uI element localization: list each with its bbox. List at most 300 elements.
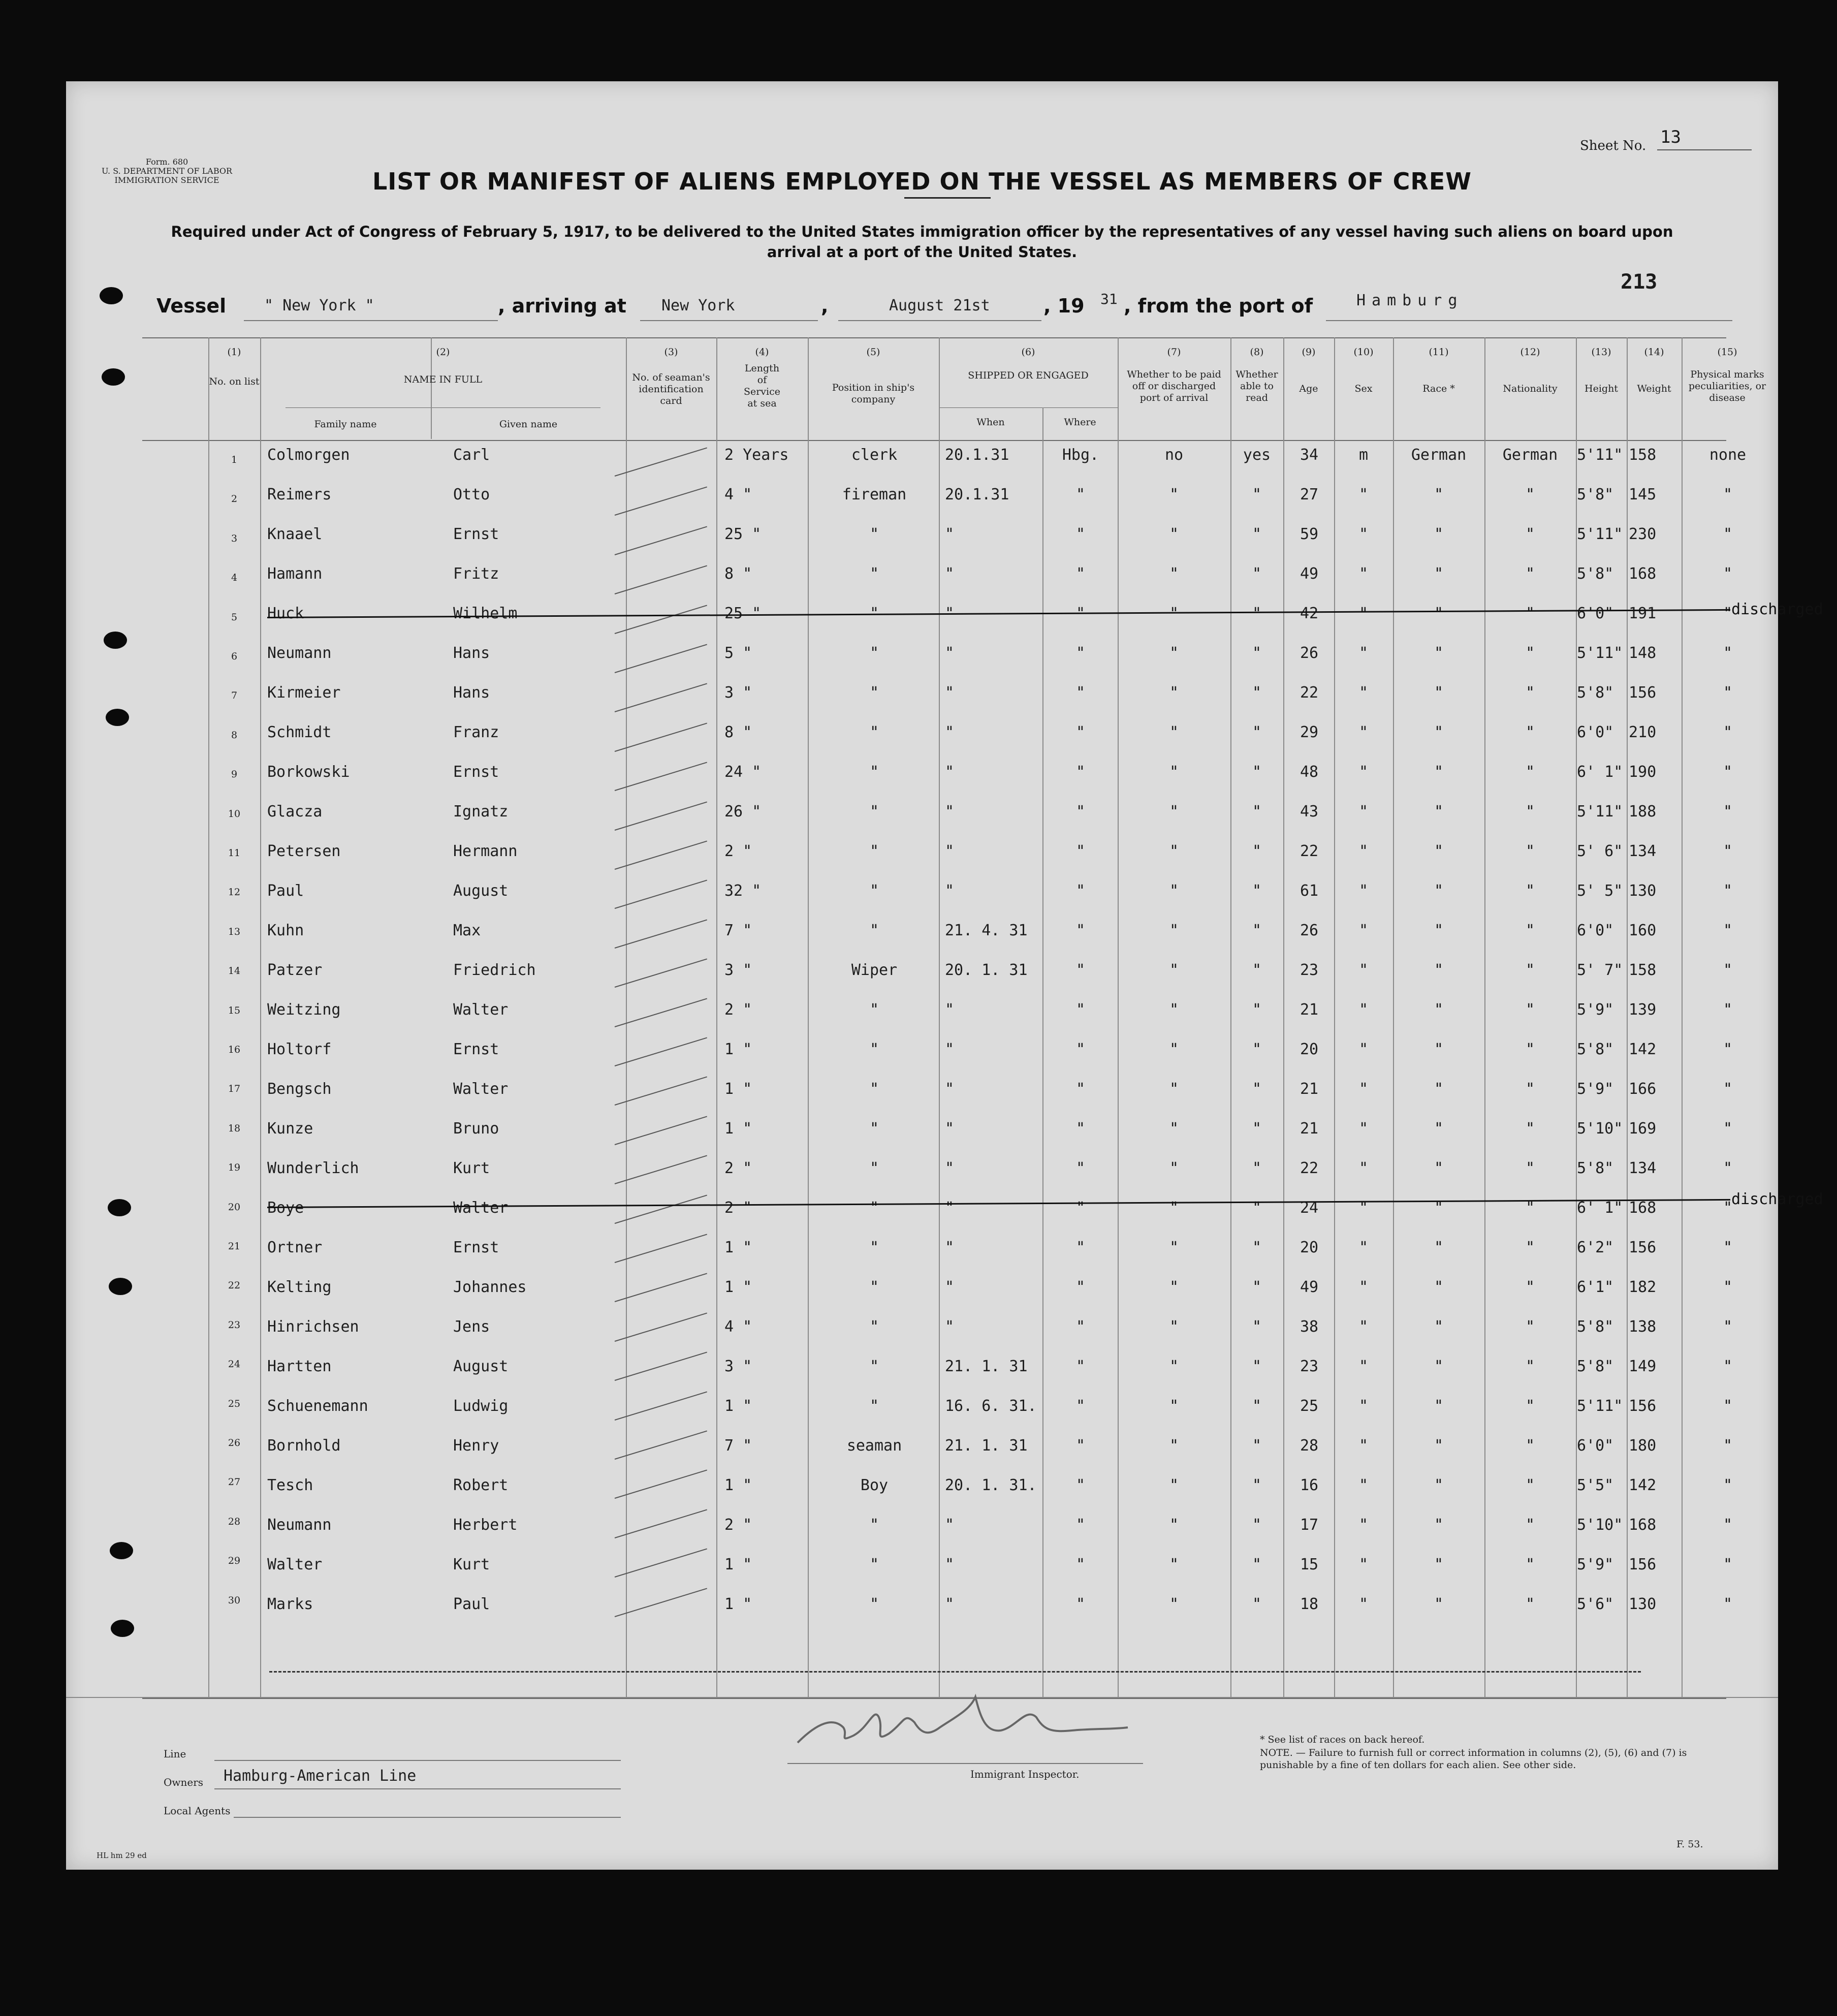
row-21-nat: " [1525, 1239, 1535, 1256]
col-rule [939, 337, 940, 1698]
row-21-card-check [615, 1234, 707, 1263]
row-20-paid: " [1169, 1199, 1179, 1217]
row-19-sex: " [1358, 1159, 1369, 1178]
sheet-label: Sheet No. [1580, 138, 1646, 153]
row-22-race: " [1434, 1278, 1444, 1297]
row-25-position: " [869, 1397, 879, 1415]
punch-hole [106, 709, 129, 726]
row-25-sex: " [1358, 1397, 1369, 1415]
row-29-read: " [1252, 1556, 1262, 1574]
row-24-nat: " [1525, 1358, 1535, 1376]
row-6-service: 5 " [724, 644, 752, 662]
row-8-service: 8 " [724, 723, 752, 741]
row-19-weight: 134 [1629, 1159, 1657, 1178]
row-7-card-check [615, 683, 707, 712]
row-7-family: Kirmeier [267, 684, 341, 702]
row-24-no: 24 [228, 1359, 241, 1370]
row-23-height: 5'8" [1577, 1317, 1614, 1336]
vessel-name-line [244, 320, 498, 321]
row-30-age: 18 [1300, 1595, 1319, 1613]
departure-port: Hamburg [1356, 292, 1464, 309]
row-10-sex: " [1358, 802, 1369, 821]
row-5-card-check [615, 605, 707, 634]
row-1-race: German [1411, 446, 1467, 464]
arrival-port: New York [661, 297, 735, 314]
row-21-race: " [1434, 1239, 1444, 1256]
row-2-paid: " [1169, 486, 1179, 504]
row-1-weight: 158 [1629, 446, 1657, 464]
col-rule [1230, 337, 1231, 1698]
row-7-paid: " [1169, 684, 1179, 702]
row-16-marks: " [1723, 1041, 1733, 1058]
form-code: F. 53. [1676, 1839, 1703, 1850]
row-14-read: " [1252, 961, 1262, 980]
row-21-paid: " [1169, 1239, 1179, 1256]
row-1-read: yes [1243, 446, 1271, 464]
row-21-marks: " [1723, 1239, 1733, 1256]
row-6-paid: " [1169, 644, 1179, 662]
row-9-card-check [615, 762, 707, 791]
row-25-card-check [615, 1391, 707, 1420]
row-10-nat: " [1525, 802, 1535, 821]
row-15-race: " [1434, 1000, 1444, 1019]
col-rule [1334, 337, 1335, 1698]
departure-port-line [1326, 320, 1732, 321]
row-30-race: " [1434, 1595, 1444, 1613]
row-7-race: " [1434, 684, 1444, 702]
row-2-no: 2 [231, 493, 238, 505]
row-4-read: " [1252, 565, 1262, 583]
row-14-weight: 158 [1629, 961, 1657, 980]
inspector-label: Immigrant Inspector. [970, 1768, 1080, 1780]
col5-number: (5) [866, 346, 880, 358]
row-2-family: Reimers [267, 486, 332, 504]
row-2-weight: 145 [1629, 486, 1657, 504]
row-2-age: 27 [1300, 486, 1319, 504]
row-16-read: " [1252, 1041, 1262, 1058]
row-18-race: " [1434, 1119, 1444, 1138]
owners-field-line [214, 1788, 621, 1789]
row-5-age: 42 [1300, 604, 1319, 622]
row-10-given: Ignatz [453, 802, 509, 821]
col3-number: (3) [664, 346, 678, 358]
row-11-height: 5' 6" [1577, 842, 1623, 860]
row-25-read: " [1252, 1397, 1262, 1415]
vessel-name: " New York " [264, 297, 374, 314]
row-24-paid: " [1169, 1358, 1179, 1376]
row-28-no: 28 [228, 1516, 241, 1527]
row-29-service: 1 " [724, 1556, 752, 1574]
table-top-rule [142, 337, 1726, 338]
col10-number: (10) [1353, 346, 1374, 358]
row-18-sex: " [1358, 1119, 1369, 1138]
row-3-card-check [615, 526, 707, 555]
row-8-height: 6'0" [1577, 723, 1614, 741]
row-12-card-check [615, 880, 707, 909]
row-13-nat: " [1525, 921, 1535, 939]
row-1-card-check [615, 447, 707, 476]
row-18-family: Kunze [267, 1119, 313, 1138]
row-1-marks: none [1709, 446, 1747, 464]
row-25-no: 25 [228, 1398, 241, 1409]
department-name: U. S. DEPARTMENT OF LABOR [102, 166, 233, 176]
crew-table [142, 337, 1823, 1698]
row-26-weight: 180 [1629, 1437, 1657, 1455]
race-footnote: * See list of races on back hereof. [1260, 1734, 1425, 1745]
row-25-service: 1 " [724, 1397, 752, 1415]
row-4-height: 5'8" [1577, 565, 1614, 583]
row-18-service: 1 " [724, 1119, 752, 1138]
row-13-weight: 160 [1629, 921, 1657, 939]
punch-hole [111, 1620, 134, 1637]
row-18-position: " [869, 1119, 879, 1138]
row-10-paid: " [1169, 802, 1179, 821]
row-25-marks: " [1723, 1397, 1733, 1415]
col8-header: Whether able to read [1236, 369, 1278, 403]
row-16-no: 16 [228, 1044, 241, 1055]
row-9-sex: " [1358, 763, 1369, 781]
row-11-position: " [869, 842, 879, 860]
row-11-nat: " [1525, 842, 1535, 860]
row-9-read: " [1252, 763, 1262, 781]
row-18-age: 21 [1300, 1119, 1319, 1138]
shipped-subheader-rule [939, 407, 1118, 408]
agents-field-line [234, 1817, 621, 1818]
row-5-race: " [1434, 604, 1444, 622]
row-20-given: Walter [453, 1199, 509, 1217]
col-rule [208, 337, 209, 1698]
row-27-age: 16 [1300, 1476, 1319, 1495]
row-27-height: 5'5" [1577, 1476, 1614, 1495]
row-18-nat: " [1525, 1119, 1535, 1138]
row-16-card-check [615, 1037, 707, 1066]
row-26-read: " [1252, 1437, 1262, 1455]
row-30-given: Paul [453, 1595, 490, 1613]
row-26-no: 26 [228, 1437, 241, 1448]
col2-header: NAME IN FULL [403, 374, 483, 385]
punch-hole [100, 287, 123, 304]
row-13-marks: " [1723, 921, 1733, 939]
row-28-sex: " [1358, 1516, 1369, 1534]
row-6-family: Neumann [267, 644, 332, 662]
row-6-card-check [615, 644, 707, 673]
row-6-when: " [945, 644, 955, 662]
row-14-position: Wiper [851, 961, 898, 980]
row-5-given: Wilhelm [453, 604, 518, 622]
row-5-where: " [1075, 604, 1086, 622]
col13-header: Height [1585, 383, 1618, 394]
row-9-height: 6' 1" [1577, 763, 1623, 781]
row-9-marks: " [1723, 763, 1733, 781]
manifest-sheet [66, 81, 1823, 1870]
row-21-no: 21 [228, 1241, 241, 1252]
row-9-weight: 190 [1629, 763, 1657, 781]
row-7-where: " [1075, 684, 1086, 702]
row-27-family: Tesch [267, 1476, 313, 1495]
row-30-when: " [945, 1595, 955, 1613]
row-5-family: Huck [267, 604, 304, 622]
row-1-height: 5'11" [1577, 446, 1623, 464]
row-29-when: " [945, 1556, 955, 1574]
col12-number: (12) [1520, 346, 1540, 358]
row-22-marks: " [1723, 1278, 1733, 1297]
row-3-when: " [945, 525, 955, 543]
row-27-paid: " [1169, 1476, 1179, 1495]
row-8-sex: " [1358, 723, 1369, 741]
arrival-date-line [838, 320, 1041, 321]
row-21-read: " [1252, 1239, 1262, 1256]
row-30-marks: " [1723, 1595, 1733, 1613]
row-24-card-check [615, 1352, 707, 1381]
year-prefix: , 19 [1043, 295, 1085, 317]
row-22-card-check [615, 1273, 707, 1302]
row-15-nat: " [1525, 1000, 1535, 1019]
row-22-family: Kelting [267, 1278, 332, 1297]
punch-hole [108, 1199, 131, 1216]
col2-number: (2) [436, 346, 450, 358]
row-20-height: 6' 1" [1577, 1199, 1623, 1217]
table-closing-line [269, 1671, 1641, 1673]
row-13-service: 7 " [724, 921, 752, 939]
stamp-number: 213 [1621, 270, 1658, 294]
row-10-no: 10 [228, 808, 241, 820]
row-22-when: " [945, 1278, 955, 1297]
row-13-no: 13 [228, 926, 241, 937]
row-26-card-check [615, 1430, 707, 1459]
row-19-service: 2 " [724, 1159, 752, 1178]
punch-hole [102, 368, 125, 386]
row-24-height: 5'8" [1577, 1358, 1614, 1376]
row-22-where: " [1075, 1278, 1086, 1297]
col8-number: (8) [1250, 346, 1264, 358]
row-2-service: 4 " [724, 486, 752, 504]
row-17-sex: " [1358, 1080, 1369, 1098]
col-rule [260, 337, 261, 1698]
row-23-weight: 138 [1629, 1317, 1657, 1336]
row-29-height: 5'9" [1577, 1556, 1614, 1574]
punch-hole [104, 632, 127, 649]
row-14-marks: " [1723, 961, 1733, 980]
row-12-no: 12 [228, 887, 241, 898]
printer-code: HL hm 29 ed [97, 1851, 147, 1860]
row-28-read: " [1252, 1516, 1262, 1534]
row-3-nat: " [1525, 525, 1535, 543]
row-17-read: " [1252, 1080, 1262, 1098]
row-6-marks: " [1723, 644, 1733, 662]
row-4-age: 49 [1300, 565, 1319, 583]
row-29-where: " [1075, 1556, 1086, 1574]
row-16-weight: 142 [1629, 1041, 1657, 1058]
row-24-marks: " [1723, 1358, 1733, 1376]
row-15-paid: " [1169, 1000, 1179, 1019]
row-10-weight: 188 [1629, 802, 1657, 821]
row-24-age: 23 [1300, 1358, 1319, 1376]
row-14-given: Friedrich [453, 961, 536, 980]
col15-header: Physical marks peculiarities, or disease [1688, 369, 1766, 403]
row-6-age: 26 [1300, 644, 1319, 662]
row-9-where: " [1075, 763, 1086, 781]
row-12-family: Paul [267, 882, 304, 900]
row-6-position: " [869, 644, 879, 662]
row-5-weight: 191 [1629, 604, 1657, 622]
row-24-given: August [453, 1358, 509, 1376]
row-12-sex: " [1358, 882, 1369, 900]
row-19-card-check [615, 1155, 707, 1184]
row-9-race: " [1434, 763, 1444, 781]
row-19-no: 19 [228, 1162, 241, 1174]
document-title: LIST OR MANIFEST OF ALIENS EMPLOYED ON THE VESSEL AS MEMBERS OF CREW [372, 168, 1472, 195]
row-1-where: Hbg. [1062, 446, 1099, 464]
row-21-where: " [1075, 1239, 1086, 1256]
col9-header: Age [1299, 383, 1318, 394]
row-22-nat: " [1525, 1278, 1535, 1297]
row-8-card-check [615, 722, 707, 751]
row-14-service: 3 " [724, 961, 752, 980]
row-25-nat: " [1525, 1397, 1535, 1415]
row-3-height: 5'11" [1577, 525, 1623, 543]
row-4-family: Hamann [267, 565, 323, 583]
row-1-sex: m [1358, 446, 1369, 464]
row-26-given: Henry [453, 1437, 499, 1455]
row-20-card-check [615, 1194, 707, 1223]
row-26-position: seaman [846, 1437, 902, 1455]
row-23-family: Hinrichsen [267, 1317, 359, 1336]
row-4-card-check [615, 565, 707, 594]
row-15-read: " [1252, 1000, 1262, 1019]
row-14-age: 23 [1300, 961, 1319, 980]
row-7-read: " [1252, 684, 1262, 702]
row-23-when: " [945, 1317, 955, 1336]
row-23-read: " [1252, 1317, 1262, 1336]
row-26-paid: " [1169, 1437, 1179, 1455]
col7-header: Whether to be paid off or discharged port of arrival [1127, 369, 1221, 403]
row-18-when: " [945, 1119, 955, 1138]
row-19-family: Wunderlich [267, 1159, 359, 1178]
row-22-age: 49 [1300, 1278, 1319, 1297]
row-16-position: " [869, 1041, 879, 1058]
row-13-read: " [1252, 921, 1262, 939]
row-23-card-check [615, 1312, 707, 1341]
row-23-age: 38 [1300, 1317, 1319, 1336]
row-23-nat: " [1525, 1317, 1535, 1336]
row-5-service: 25 " [724, 604, 762, 622]
row-5-sex: " [1358, 604, 1369, 622]
row-14-no: 14 [228, 965, 241, 977]
shipped-when-header: When [976, 417, 1005, 428]
row-19-where: " [1075, 1159, 1086, 1178]
row-22-no: 22 [228, 1280, 241, 1292]
row-26-when: 21. 1. 31 [945, 1437, 1028, 1455]
row-26-sex: " [1358, 1437, 1369, 1455]
row-20-read: " [1252, 1199, 1262, 1217]
row-20-discharged-note: discharged [1731, 1190, 1823, 1208]
row-4-weight: 168 [1629, 565, 1657, 583]
row-21-height: 6'2" [1577, 1239, 1614, 1256]
row-4-race: " [1434, 565, 1444, 583]
row-6-no: 6 [231, 651, 238, 662]
row-16-where: " [1075, 1041, 1086, 1058]
col-rule [1393, 337, 1394, 1698]
row-13-age: 26 [1300, 921, 1319, 939]
row-9-family: Borkowski [267, 763, 350, 781]
row-12-nat: " [1525, 882, 1535, 900]
row-9-no: 9 [231, 769, 238, 780]
shipped-where-header: Where [1064, 417, 1096, 428]
row-5-marks: " [1723, 604, 1733, 622]
row-1-family: Colmorgen [267, 446, 350, 464]
row-30-paid: " [1169, 1595, 1179, 1613]
row-6-weight: 148 [1629, 644, 1657, 662]
row-16-service: 1 " [724, 1041, 752, 1058]
row-11-race: " [1434, 842, 1444, 860]
row-5-no: 5 [231, 611, 238, 623]
punch-hole [109, 1278, 132, 1295]
row-22-sex: " [1358, 1278, 1369, 1297]
row-21-weight: 156 [1629, 1239, 1657, 1256]
row-30-card-check [615, 1588, 707, 1617]
row-17-paid: " [1169, 1080, 1179, 1098]
row-15-family: Weitzing [267, 1000, 341, 1019]
row-27-race: " [1434, 1476, 1444, 1495]
row-24-position: " [869, 1358, 879, 1376]
row-8-given: Franz [453, 723, 499, 741]
row-13-race: " [1434, 921, 1444, 939]
row-26-marks: " [1723, 1437, 1733, 1455]
row-9-nat: " [1525, 763, 1535, 781]
inspector-signature [787, 1687, 1133, 1763]
row-20-where: " [1075, 1199, 1086, 1217]
row-22-read: " [1252, 1278, 1262, 1297]
row-10-family: Glacza [267, 802, 323, 821]
row-12-where: " [1075, 882, 1086, 900]
arrival-date: August 21st [889, 297, 990, 314]
row-18-marks: " [1723, 1119, 1733, 1138]
row-23-marks: " [1723, 1317, 1733, 1336]
row-4-nat: " [1525, 565, 1535, 583]
col-rule [1118, 337, 1119, 1698]
row-15-age: 21 [1300, 1000, 1319, 1019]
col5-header: Position in ship's company [832, 382, 915, 405]
row-19-height: 5'8" [1577, 1159, 1614, 1178]
col11-number: (11) [1429, 346, 1449, 358]
row-11-read: " [1252, 842, 1262, 860]
row-2-when: 20.1.31 [945, 486, 1009, 504]
row-19-given: Kurt [453, 1159, 490, 1178]
row-9-age: 48 [1300, 763, 1319, 781]
row-4-marks: " [1723, 565, 1733, 583]
row-30-where: " [1075, 1595, 1086, 1613]
row-13-position: " [869, 921, 879, 939]
row-27-when: 20. 1. 31. [945, 1476, 1037, 1495]
row-30-family: Marks [267, 1595, 313, 1613]
row-28-position: " [869, 1516, 879, 1534]
row-18-where: " [1075, 1119, 1086, 1138]
col4-header: Length of Service at sea [743, 363, 781, 409]
title-rule [904, 197, 991, 199]
row-15-position: " [869, 1000, 879, 1019]
row-15-height: 5'9" [1577, 1000, 1614, 1019]
row-5-position: " [869, 604, 879, 622]
row-12-height: 5' 5" [1577, 882, 1623, 900]
row-26-race: " [1434, 1437, 1444, 1455]
row-28-card-check [615, 1509, 707, 1538]
col15-number: (15) [1717, 346, 1737, 358]
row-30-read: " [1252, 1595, 1262, 1613]
row-27-no: 27 [228, 1476, 241, 1488]
row-18-height: 5'10" [1577, 1119, 1623, 1138]
row-22-given: Johannes [453, 1278, 527, 1297]
row-1-paid: no [1164, 446, 1184, 464]
